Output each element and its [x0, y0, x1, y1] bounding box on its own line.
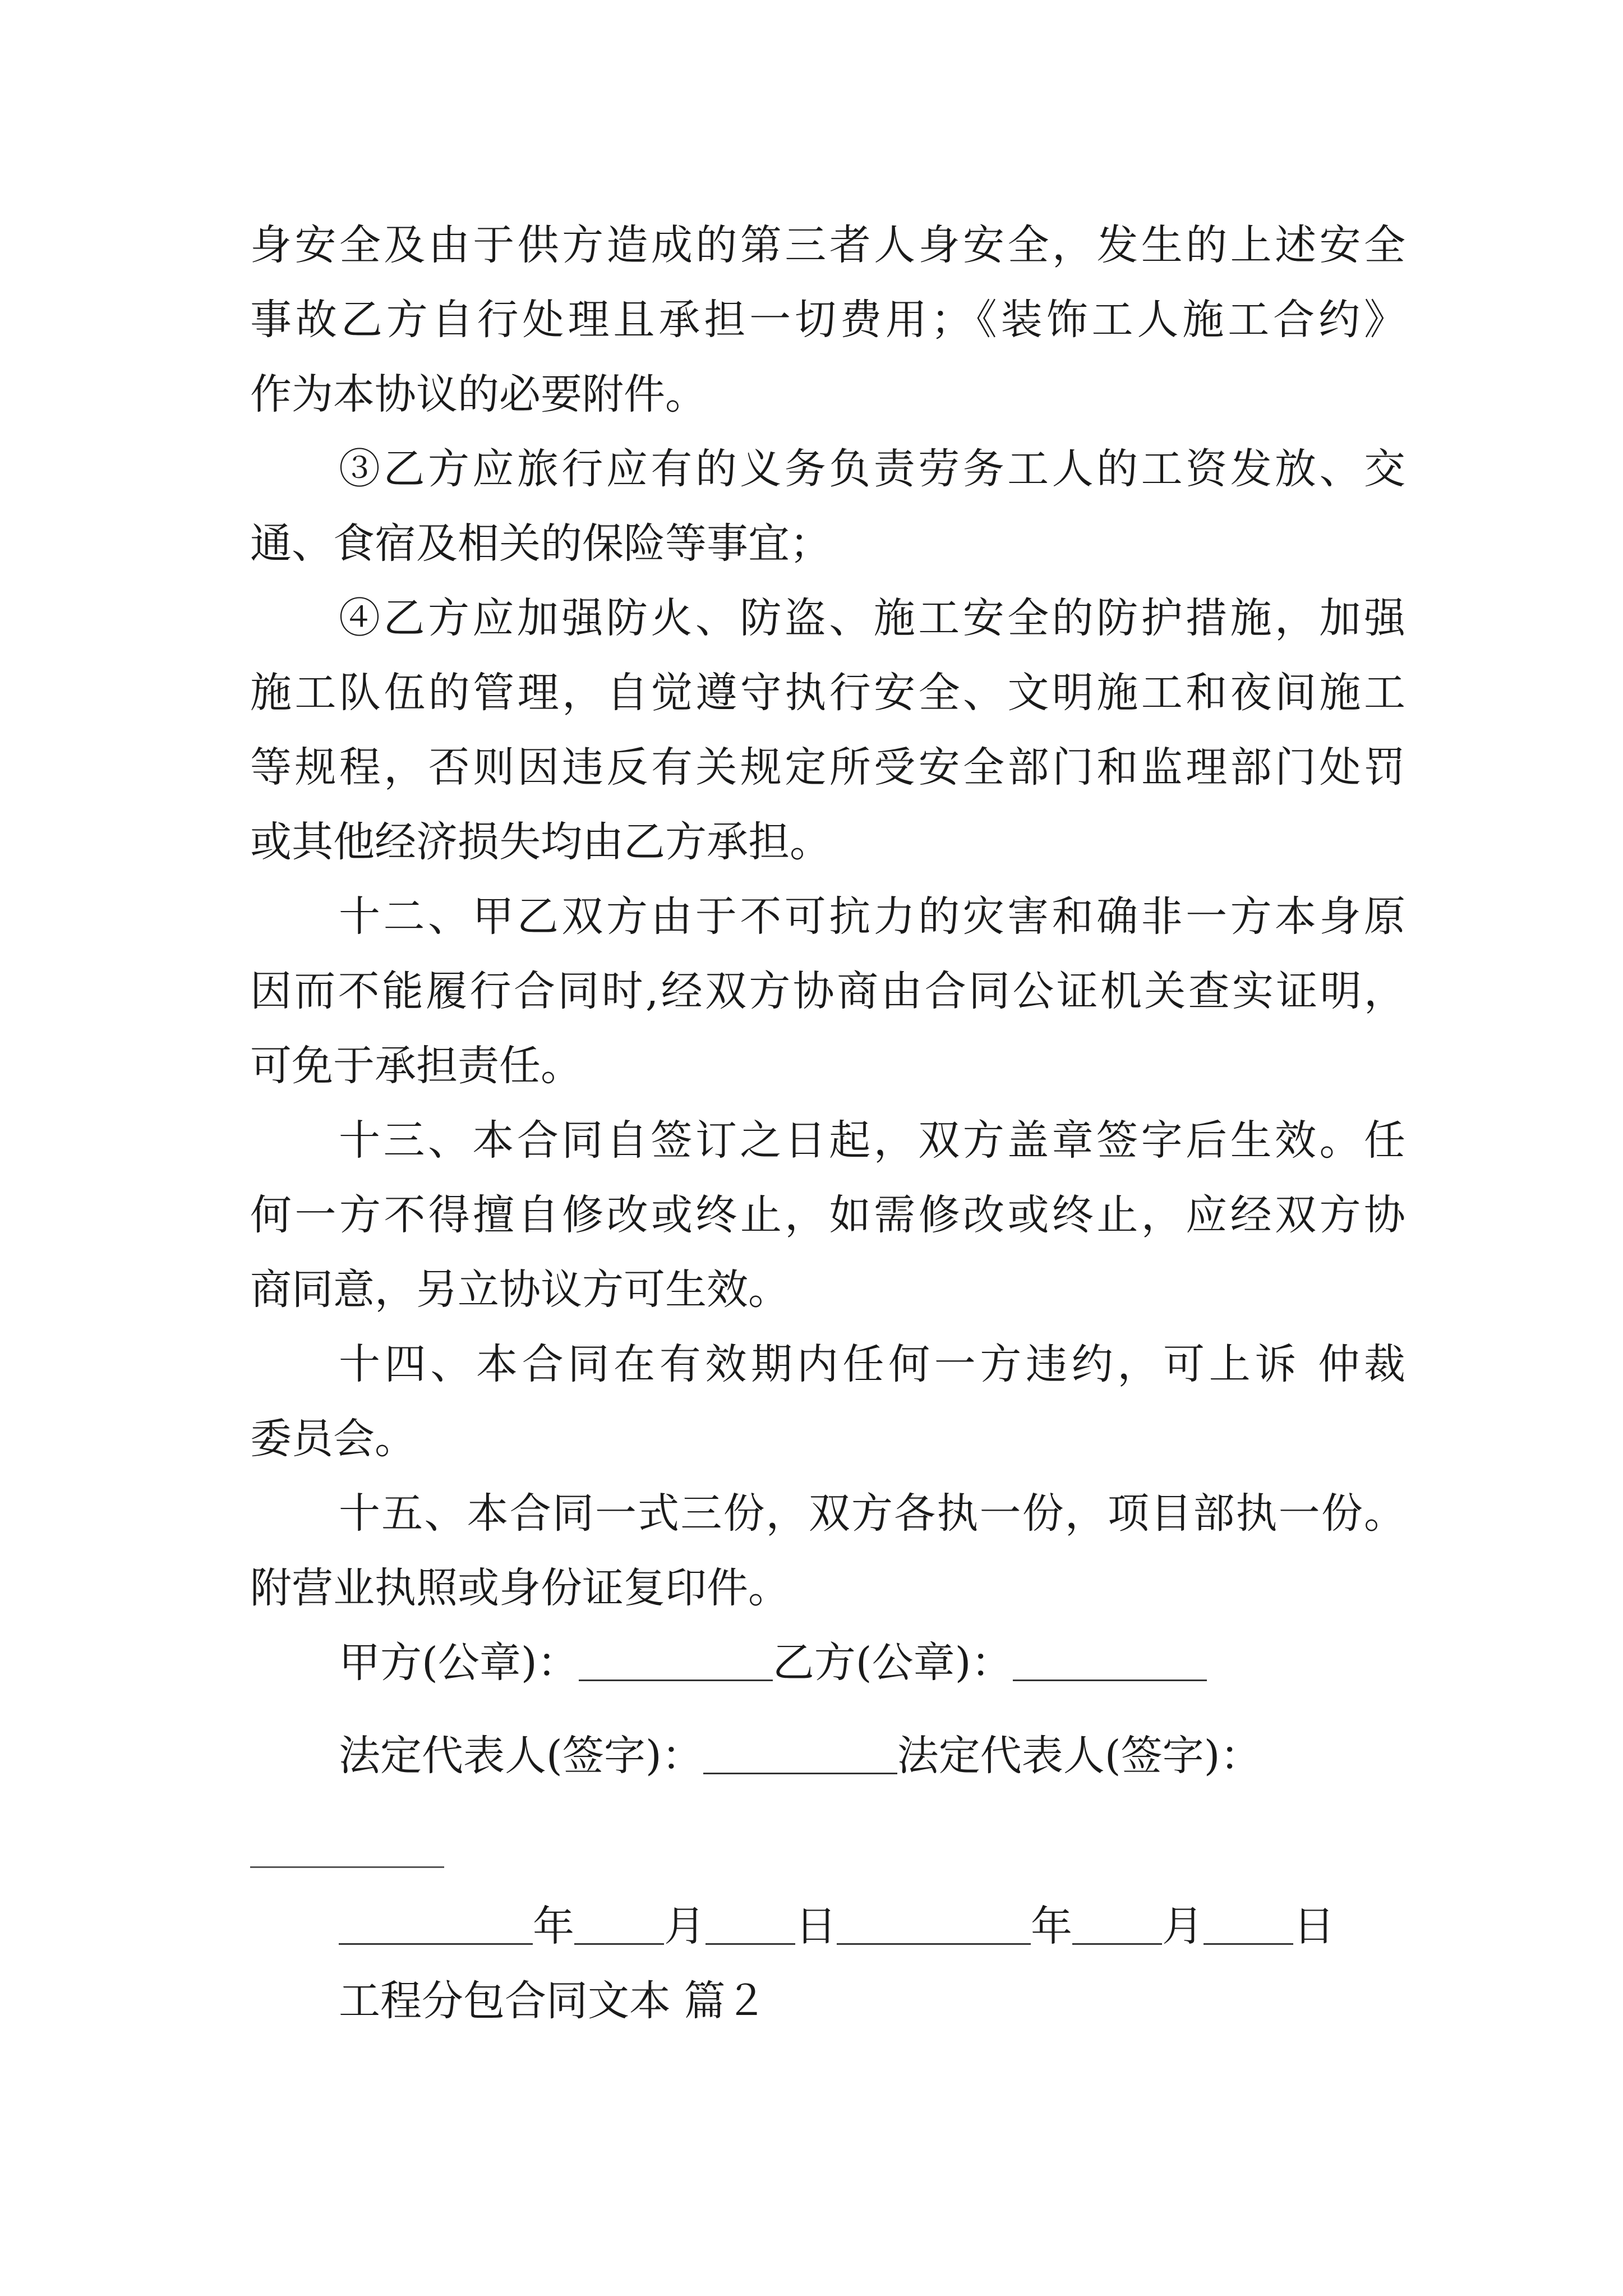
- party-a-seal-label: 甲方(公章)：: [339, 1639, 579, 1687]
- party-seal-row: [339, 1635, 1207, 1691]
- text-line: 通、食宿及相关的保险等事宜；: [250, 519, 831, 568]
- party-a-seal-blank[interactable]: [579, 1640, 773, 1681]
- text-line: 或其他经济损失均由乙方承担。: [250, 818, 831, 866]
- year-label: 年: [1031, 1902, 1072, 1950]
- text-line: 事故乙方自行处理且承担一切费用；《装饰工人施工合约》: [250, 296, 1405, 344]
- rep-b-signature-blank[interactable]: [250, 1866, 444, 1868]
- text-line: 施工队伍的管理，自觉遵守执行安全、文明施工和夜间施工: [250, 669, 1405, 717]
- section-title: 工程分包合同文本 篇２: [339, 1977, 767, 2025]
- text-line: 十五、本合同一式三份，双方各执一份，项目部执一份。: [339, 1489, 1405, 1538]
- text-line: 何一方不得擅自修改或终止，如需修改或终止，应经双方协: [250, 1191, 1405, 1239]
- text-line: 可免于承担责任。: [250, 1042, 582, 1090]
- party-b-seal-blank[interactable]: [1013, 1640, 1207, 1681]
- text-line: 商同意，另立协议方可生效。: [250, 1266, 790, 1314]
- text-line: ③乙方应旅行应有的义务负责劳务工人的工资发放、交: [339, 445, 1405, 493]
- rep-a-label: 法定代表人(签字)：: [339, 1732, 703, 1780]
- text-line: 等规程，否则因违反有关规定所受安全部门和监理部门处罚: [250, 743, 1405, 792]
- text-line: 附营业执照或身份证复印件。: [250, 1564, 790, 1612]
- text-line: 作为本协议的必要附件。: [250, 370, 707, 418]
- text-line: 因而不能履行合同时,经双方协商由合同公证机关查实证明，: [250, 967, 1405, 1015]
- text-line: 十二、甲乙双方由于不可抗力的灾害和确非一方本身原: [339, 892, 1405, 941]
- text-line: 十三、本合同自签订之日起，双方盖章签字后生效。任: [339, 1116, 1405, 1165]
- date-b-day-blank[interactable]: [1204, 1904, 1293, 1945]
- representative-row: [339, 1728, 1262, 1784]
- date-a-day-blank[interactable]: [706, 1904, 795, 1945]
- rep-b-label: 法定代表人(签字)：: [897, 1732, 1262, 1780]
- date-a-year-blank[interactable]: [339, 1904, 533, 1945]
- month-label: 月: [1162, 1902, 1204, 1950]
- rep-a-signature-blank[interactable]: [703, 1733, 897, 1774]
- day-label: 日: [1293, 1902, 1335, 1950]
- day-label: 日: [795, 1902, 837, 1950]
- party-b-seal-label: 乙方(公章)：: [772, 1639, 1013, 1687]
- month-label: 月: [664, 1902, 706, 1950]
- text-line: ④乙方应加强防火、防盗、施工安全的防护措施，加强: [339, 594, 1405, 642]
- year-label: 年: [533, 1902, 574, 1950]
- text-line: 身安全及由于供方造成的第三者人身安全，发生的上述安全: [250, 221, 1405, 269]
- text-line: 十四、本合同在有效期内任何一方违约，可上诉 仲裁: [339, 1340, 1405, 1388]
- date-row: [339, 1898, 1335, 1954]
- date-a-month-blank[interactable]: [574, 1904, 664, 1945]
- date-b-year-blank[interactable]: [837, 1904, 1031, 1945]
- text-line: 委员会。: [250, 1415, 416, 1463]
- date-b-month-blank[interactable]: [1072, 1904, 1162, 1945]
